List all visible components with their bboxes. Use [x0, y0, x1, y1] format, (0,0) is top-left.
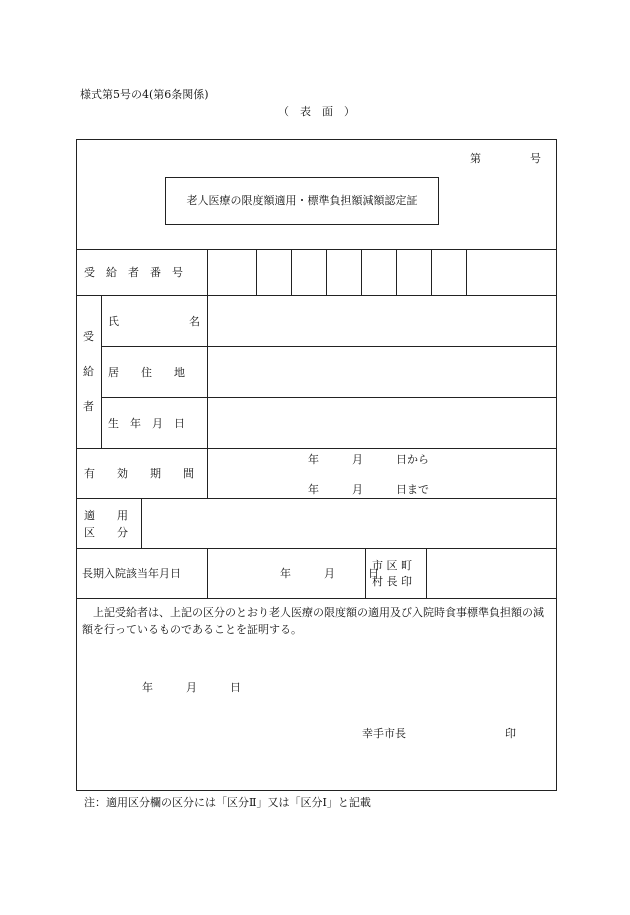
issue-date: 年 月 日: [142, 681, 241, 694]
label-column-divider: [207, 249, 208, 498]
number-cell-divider: [466, 249, 467, 295]
row-line: [76, 548, 557, 549]
birthdate-label: 生 年 月 日: [108, 417, 185, 430]
mayor-seal-line1: 市 区 町: [372, 559, 412, 572]
issuer-seal: 印: [505, 727, 516, 740]
issuer-name: 幸手市長: [362, 727, 406, 740]
long-stay-divider: [426, 548, 427, 598]
category-divider: [141, 498, 142, 548]
certification-text: 上記受給者は、上記の区分のとおり老人医療の限度額の適用及び入院時食事標準負担額の減額を行っているものであることを証明する。: [82, 606, 544, 636]
row-line: [76, 249, 557, 250]
side-label: （ 表 面 ）: [278, 105, 355, 118]
number-cell-divider: [256, 249, 257, 295]
number-cell-divider: [326, 249, 327, 295]
recipient-group-char: 給: [83, 365, 94, 378]
recipient-number-label: 受 給 者 番 号: [84, 266, 183, 279]
mayor-seal-line2: 村 長 印: [372, 575, 412, 588]
long-stay-divider: [207, 548, 208, 598]
row-line: [101, 346, 557, 347]
recipient-group-divider: [101, 295, 102, 448]
long-stay-label: 長期入院該当年月日: [82, 567, 181, 580]
long-stay-date: 年 月 日: [280, 567, 379, 580]
category-label-line2: 区 分: [84, 526, 128, 539]
row-line: [76, 598, 557, 599]
row-line: [76, 498, 557, 499]
row-line: [76, 295, 557, 296]
recipient-group-char: 受: [83, 330, 94, 343]
number-cell-divider: [291, 249, 292, 295]
validity-label: 有 効 期 間: [84, 467, 194, 480]
number-cell-divider: [431, 249, 432, 295]
certificate-title: 老人医療の限度額適用・標準負担額減額認定証: [186, 194, 418, 207]
number-label-dai: 第: [470, 152, 481, 165]
footer-note: 注：適用区分欄の区分には「区分Ⅱ」又は「区分Ⅰ」と記載: [84, 796, 371, 809]
validity-from: 年 月 日から: [308, 453, 429, 466]
row-line: [101, 397, 557, 398]
number-cell-divider: [361, 249, 362, 295]
form-id: 様式第5号の4(第6条関係): [80, 88, 209, 101]
name-label-right: 名: [189, 315, 200, 328]
validity-until: 年 月 日まで: [308, 483, 429, 496]
number-cell-divider: [396, 249, 397, 295]
category-label-line1: 適 用: [84, 509, 128, 522]
name-label-left: 氏: [108, 315, 119, 328]
recipient-group-char: 者: [83, 400, 94, 413]
address-label: 居 住 地: [108, 366, 185, 379]
number-label-go: 号: [530, 152, 541, 165]
row-line: [76, 448, 557, 449]
